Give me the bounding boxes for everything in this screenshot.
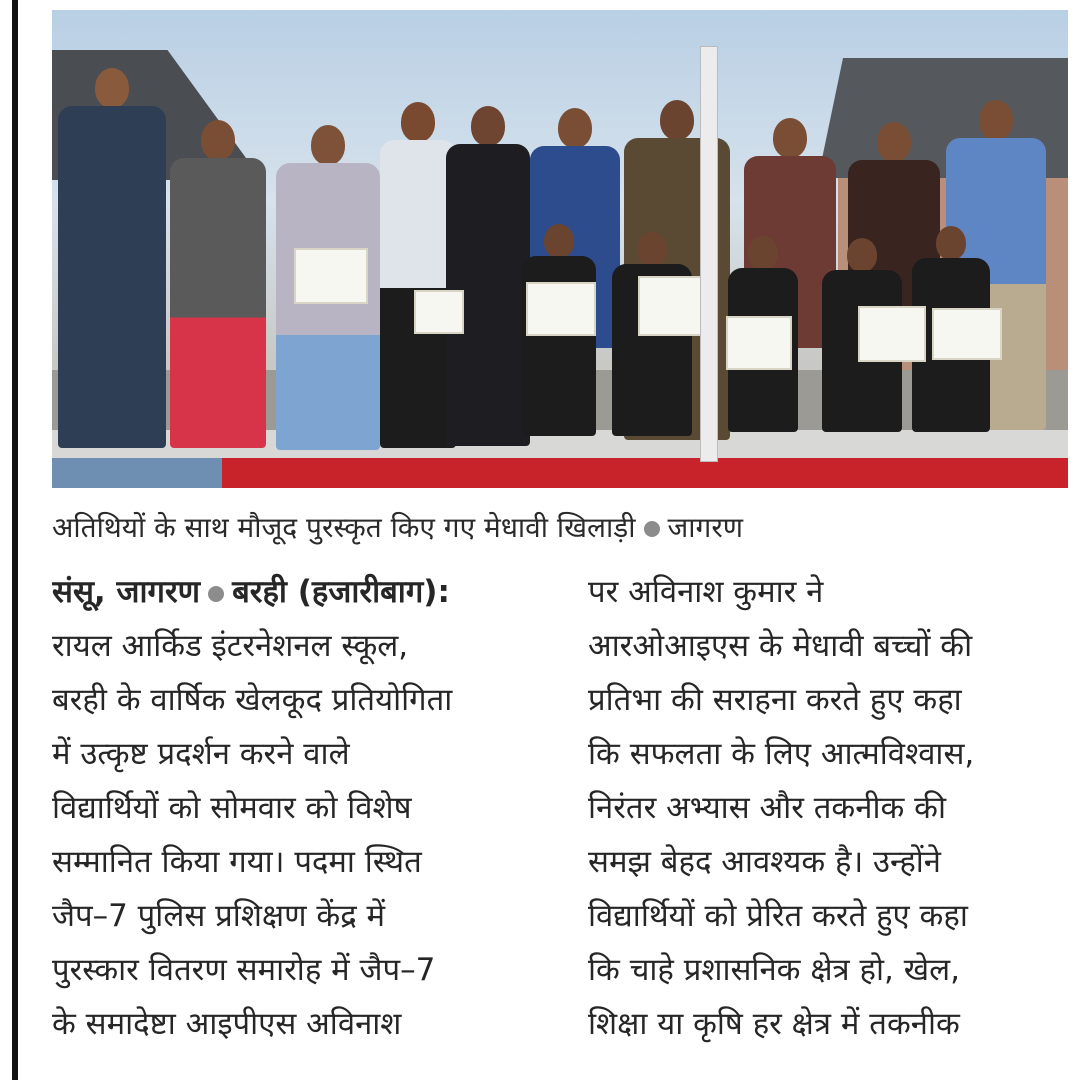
stage-edge-red (222, 458, 1068, 488)
article-line: आरओआइएस के मेधावी बच्चों की (588, 628, 973, 664)
article-line: कि सफलता के लिए आत्मविश्वास, (588, 736, 975, 772)
byline-reporter: संसू, जागरण (52, 574, 201, 610)
caption-source: जागरण (667, 511, 744, 544)
article-line: प्रतिभा की सराहना करते हुए कहा (588, 682, 962, 718)
certificate (294, 248, 368, 304)
article-line: समझ बेहद आवश्यक है। उन्होंने (588, 844, 942, 880)
stage-edge-blue (52, 458, 222, 488)
article-line: निरंतर अभ्यास और तकनीक की (588, 790, 946, 826)
page-border-rule (12, 0, 18, 1080)
bullet-dot-icon (208, 586, 224, 602)
certificate (932, 308, 1002, 360)
article-line: कि चाहे प्रशासनिक क्षेत्र हो, खेल, (588, 952, 960, 988)
article-line: जैप–7 पुलिस प्रशिक्षण केंद्र में (52, 898, 386, 934)
person-standing (380, 102, 456, 448)
article-line: रायल आर्किड इंटरनेशनल स्कूल, (52, 628, 409, 664)
certificate (726, 316, 792, 370)
person-standing (446, 106, 530, 446)
photo-caption (52, 508, 1068, 548)
certificate (638, 276, 702, 336)
bullet-dot-icon (644, 521, 660, 537)
article-column-right (588, 565, 1068, 1051)
news-photo (52, 10, 1068, 488)
article-line: में उत्कृष्ट प्रदर्शन करने वाले (52, 736, 350, 772)
article-line: सम्मानित किया गया। पदमा स्थित (52, 844, 422, 880)
byline-place: बरही (हजारीबाग): (232, 574, 450, 610)
person-standing (58, 68, 166, 448)
article-column-left (52, 565, 532, 1051)
article-line: पर अविनाश कुमार ने (588, 574, 824, 610)
article-line: पुरस्कार वितरण समारोह में जैप–7 (52, 952, 436, 988)
article-line: विद्यार्थियों को प्रेरित करते हुए कहा (588, 898, 968, 934)
flag-pole (700, 46, 718, 462)
certificate (414, 290, 464, 334)
article-byline (52, 565, 532, 619)
article-line: के समादेष्टा आइपीएस अविनाश (52, 1006, 402, 1042)
caption-text: अतिथियों के साथ मौजूद पुरस्कृत किए गए मेधावी खिलाड़ी (52, 511, 636, 544)
certificate (526, 282, 596, 336)
article-line: शिक्षा या कृषि हर क्षेत्र में तकनीक (588, 1006, 960, 1042)
article-line: विद्यार्थियों को सोमवार को विशेष (52, 790, 412, 826)
certificate (858, 306, 926, 362)
person-standing (170, 120, 266, 448)
article-line: बरही के वार्षिक खेलकूद प्रतियोगिता (52, 682, 453, 718)
